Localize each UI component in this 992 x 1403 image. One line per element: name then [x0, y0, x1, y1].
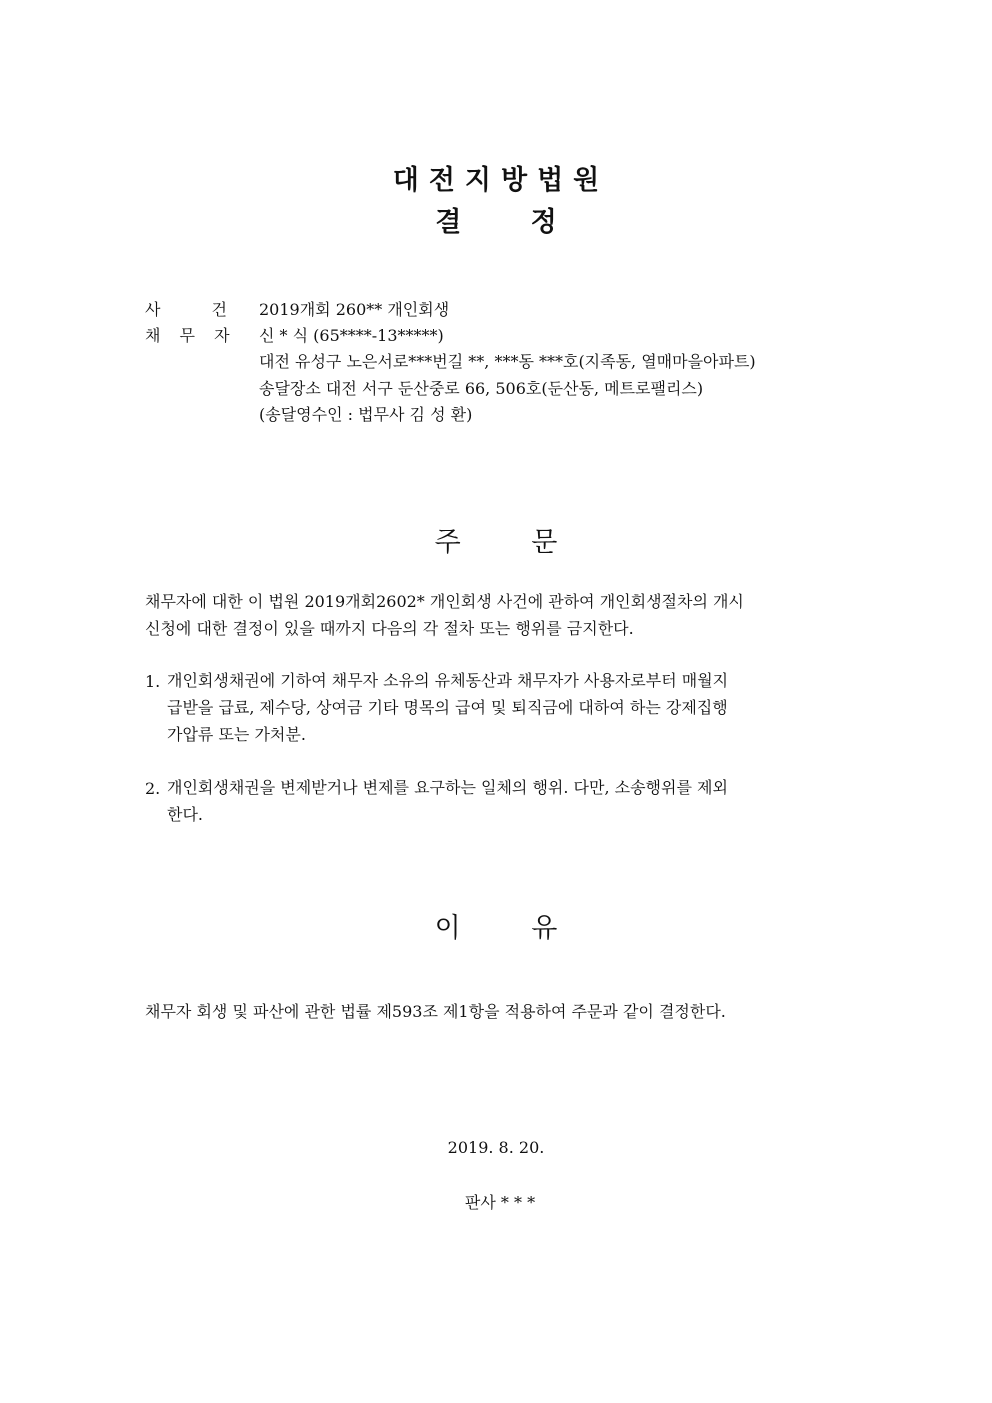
- debtor-label: 채 무 자: [145, 326, 230, 345]
- order-item-line: 한다.: [167, 805, 203, 824]
- order-item-line: 개인회생채권을 변제받거나 변제를 요구하는 일체의 행위. 다만, 소송행위를 제외: [167, 778, 728, 797]
- document-title: 결 정: [435, 207, 557, 238]
- order-item-line: 가압류 또는 가처분.: [167, 725, 306, 744]
- order-item-number: 1.: [145, 672, 161, 691]
- order-heading: 주 문: [434, 527, 558, 558]
- order-item: [167, 667, 728, 748]
- order-intro-line-1: 채무자에 대한 이 법원 2019개회2602* 개인회생 사건에 관하여 개인회생절차의 개시: [145, 592, 744, 611]
- order-item-line: 급받을 급료, 제수당, 상여금 기타 명목의 급여 및 퇴직금에 대하여 하는 강제집행: [167, 698, 728, 717]
- decision-date: 2019. 8. 20.: [447, 1138, 545, 1157]
- order-intro-line-2: 신청에 대한 결정이 있을 때까지 다음의 각 절차 또는 행위를 금지한다.: [145, 619, 634, 638]
- delivery-place: 송달장소 대전 서구 둔산중로 66, 506호(둔산동, 메트로팰리스): [259, 379, 704, 398]
- order-item-number: 2.: [145, 779, 161, 798]
- debtor-name: 신 * 식 (65****-13*****): [259, 326, 444, 345]
- case-number: 2019개회 260** 개인회생: [259, 300, 450, 319]
- reason-text: 채무자 회생 및 파산에 관한 법률 제593조 제1항을 적용하여 주문과 같이 결정한다.: [145, 1002, 726, 1021]
- debtor-address: 대전 유성구 노은서로***번길 **, ***동 ***호(지족동, 열매마을아파트): [259, 352, 756, 371]
- delivery-recipient: (송달영수인 : 법무사 김 성 환): [259, 405, 473, 424]
- order-item: [167, 774, 728, 828]
- order-item-line: 개인회생채권에 기하여 채무자 소유의 유체동산과 채무자가 사용자로부터 매월지: [167, 671, 729, 690]
- judge-signature: 판사 * * *: [464, 1193, 536, 1212]
- case-label: 사 건: [145, 300, 227, 319]
- reason-heading: 이 유: [434, 913, 558, 944]
- court-name: 대전지방법원: [392, 165, 610, 196]
